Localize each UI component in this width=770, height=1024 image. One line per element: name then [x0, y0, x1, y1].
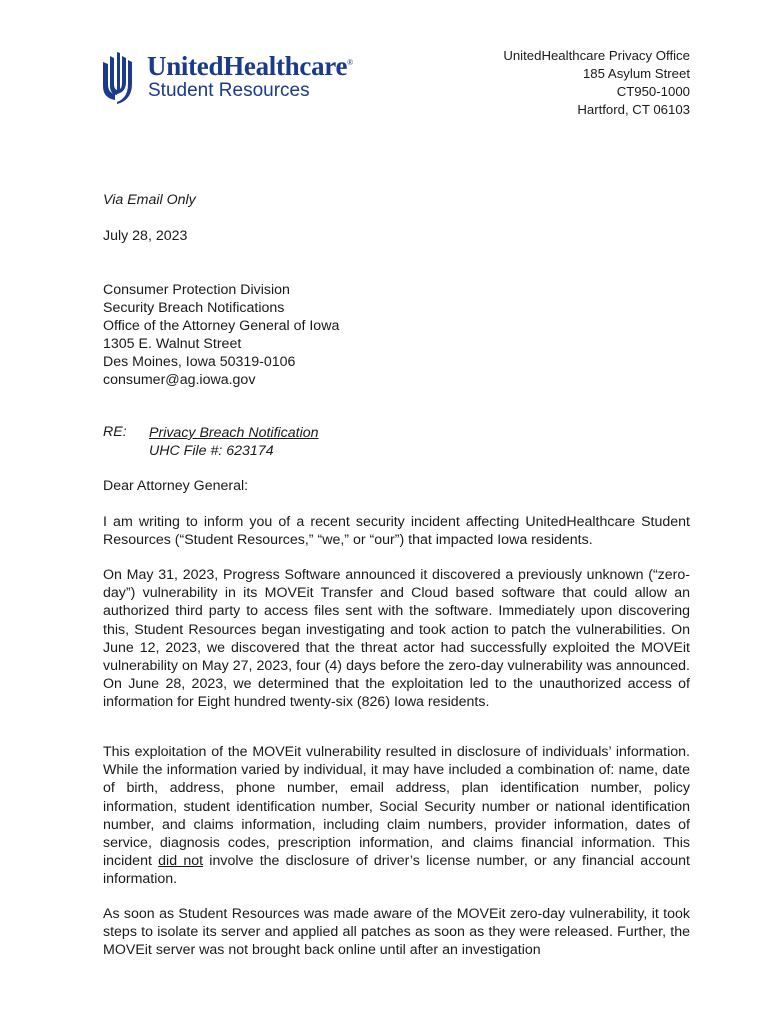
salutation: Dear Attorney General:: [103, 478, 249, 494]
paragraph-intro: I am writing to inform you of a recent security incident affecting UnitedHealthcare Student Resources (“Student Resources,” “we,” or “our”) that impacted Iowa residents.: [103, 514, 690, 549]
recipient-address: [103, 281, 690, 389]
recipient-line: Des Moines, Iowa 50319-0106: [103, 354, 296, 370]
sender-address-line: 185 Asylum Street: [582, 66, 690, 81]
recipient-line: Office of the Attorney General of Iowa: [103, 318, 340, 334]
sender-address-line: CT950-1000: [616, 84, 690, 99]
re-label: RE:: [103, 424, 127, 440]
paragraph-disclosure: This exploitation of the MOVEit vulnerability resulted in disclosure of individuals’ information. While the information varied by individual, it may have included a combination of: name, date of birth, address, phone number, email address, plan identification number, policy information, student identification number, Social Security number or national identification number, and claims information, including claim numbers, provider information, dates of service, diagnosis codes, prescription information, and claims financial information. This incident did not involve the disclosure of driver’s license number, or any financial account information.: [103, 744, 690, 888]
re-block: [149, 424, 319, 460]
recipient-line: 1305 E. Walnut Street: [103, 336, 242, 352]
sender-address: [503, 47, 690, 119]
re-subject: Privacy Breach Notification: [149, 425, 319, 441]
recipient-line: Consumer Protection Division: [103, 282, 290, 298]
recipient-line: Security Breach Notifications: [103, 300, 285, 316]
brand-subtitle: Student Resources: [148, 80, 310, 101]
sender-address-line: UnitedHealthcare Privacy Office: [503, 48, 690, 63]
brand-name: UnitedHealthcare®: [147, 51, 353, 81]
emphasis-did-not: did not: [158, 853, 204, 870]
recipient-email: consumer@ag.iowa.gov: [103, 372, 256, 388]
delivery-method: Via Email Only: [103, 192, 196, 208]
uhc-logo-icon: [100, 50, 134, 104]
paragraph-incident: On May 31, 2023, Progress Software announced it discovered a previously unknown (“zero-day”) vulnerability in its MOVEit Transfer and Cloud based software that could allow an authorized third party to access files sent with the software. Immediately upon discovering this, Student Resources began investigating and took action to patch the vulnerabilities. On June 12, 2023, we discovered that the threat actor had successfully exploited the MOVEit vulnerability on May 27, 2023, four (4) days before the zero-day vulnerability was announced. On June 28, 2023, we determined that the exploitation led to the unauthorized access of information for Eight hundred twenty-six (826) Iowa residents.: [103, 567, 690, 711]
paragraph-response: As soon as Student Resources was made aware of the MOVEit zero-day vulnerability, it took steps to isolate its server and applied all patches as soon as they were released. Further, the MOVEit server was not brought back online until after an investigation: [103, 906, 690, 959]
letter-date: July 28, 2023: [103, 228, 188, 244]
re-file-number: UHC File #: 623174: [149, 443, 274, 459]
sender-address-line: Hartford, CT 06103: [577, 102, 690, 117]
